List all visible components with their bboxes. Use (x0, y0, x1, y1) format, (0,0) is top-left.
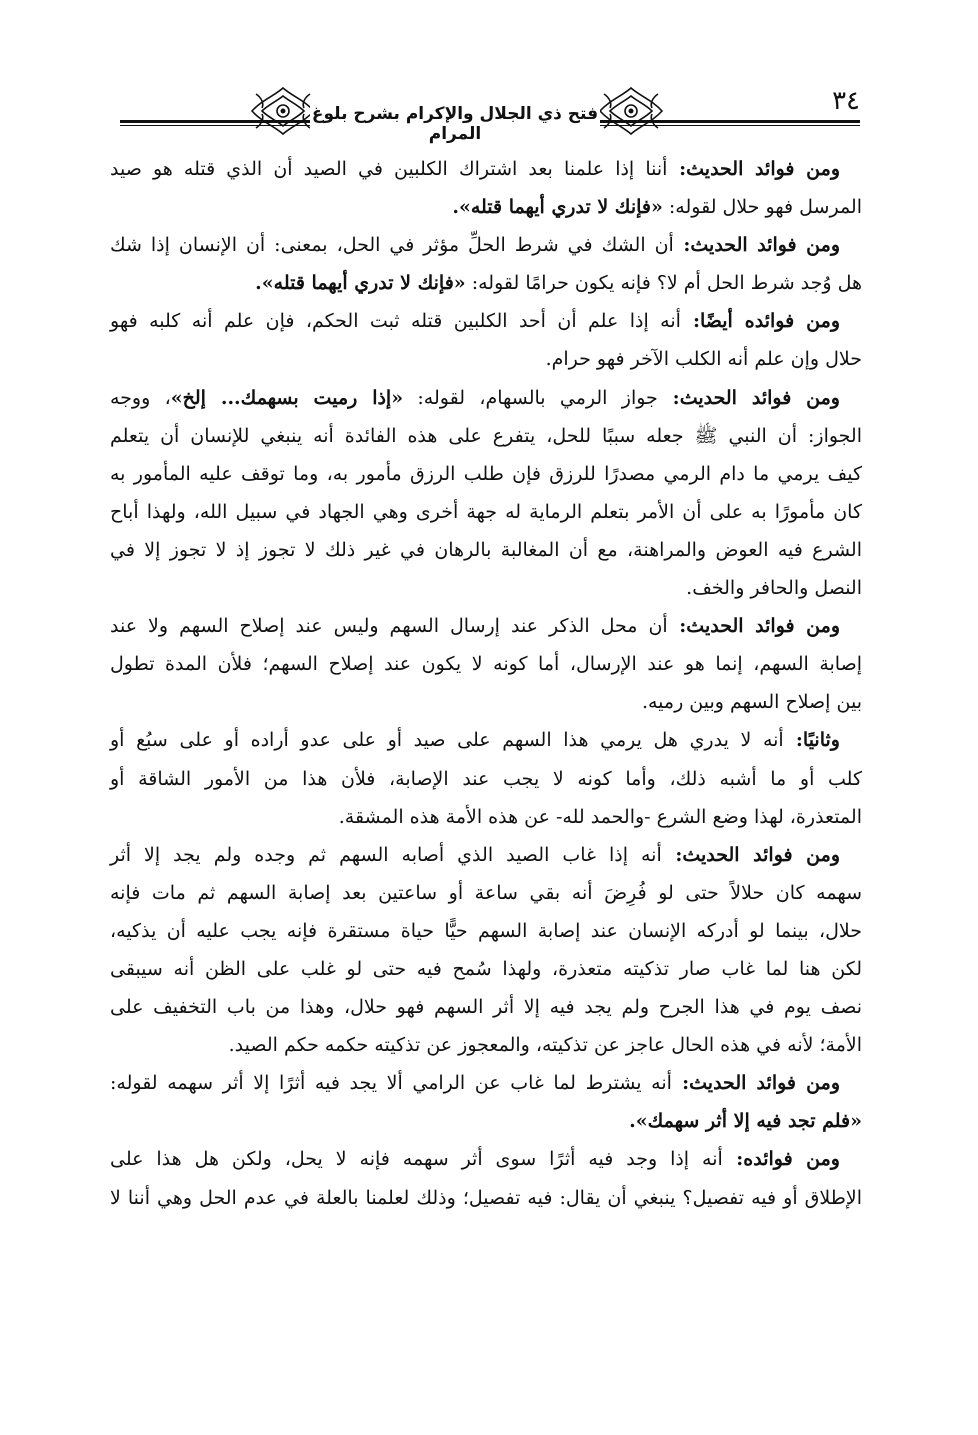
text-line (110, 379, 862, 417)
text-line (110, 569, 862, 607)
text-line (110, 226, 862, 264)
text-line (110, 1026, 862, 1064)
bold-text: ومن فوائد الحديث: (667, 615, 840, 638)
page-number: ٣٤ (832, 86, 860, 116)
book-title: فتح ذي الجلال والإكرام بشرح بلوغ المرام (311, 104, 599, 144)
bold-text: «فلم تجد فيه إلا أثر سهمك». (629, 1110, 862, 1133)
text-line (110, 1102, 862, 1140)
bold-text: ومن فوائد الحديث: (671, 1072, 840, 1095)
paragraph (110, 1064, 862, 1140)
text-run: أننا إذا علمنا بعد اشتراك الكلبين في الصيد أن الذي قتله هو صيد (110, 158, 668, 180)
bold-text: ومن فوائده: (722, 1148, 840, 1171)
text-run: أنه إذا غاب الصيد الذي أصابه السهم ثم وجده ولم يجد إلا أثر (110, 843, 662, 866)
text-line (110, 760, 862, 798)
paragraph (110, 226, 862, 302)
paragraph (110, 379, 862, 608)
text-line (110, 455, 862, 493)
text-run: جواز الرمي بالسهام، لقوله: (403, 386, 658, 409)
bold-text: «فإنك لا تدري أيهما قتله». (452, 196, 663, 219)
text-line (110, 721, 862, 759)
bold-text: ومن فوائد الحديث: (661, 843, 840, 866)
text-run: بين إصلاح السهم وبين رميه. (641, 691, 862, 714)
bold-text: وثانيًا: (783, 729, 840, 752)
floral-ornament-icon (248, 84, 318, 138)
text-run: الإطلاق أو فيه تفصيل؟ ينبغي أن يقال: فيه تفصيل؛ وذلك لعلمنا بالعلة في عدم الحل وهي أننا لا (110, 1186, 862, 1209)
text-run: حلال وإن علم أنه الكلب الآخر فهو حرام. (545, 348, 862, 371)
text-run: إصابة السهم، إنما هو عند الإرسال، أما كونه لا يكون عند إصلاح السهم؛ فلأن المدة تطول (110, 653, 862, 676)
text-run: الأمة؛ لأنه في هذه الحال عاجز عن تذكيته، والمعجوز عن تذكيته حكمه حكم الصيد. (228, 1034, 862, 1057)
text-run: نصف يوم في هذا الجرح ولم يجد فيه إلا أثر السهم فهو حلال، وهذا من باب التخفيف على (110, 996, 863, 1019)
text-run: أنه لا يدري هل يرمي هذا السهم على صيد أو على عدو أراده أو على سبُع أو (110, 729, 784, 752)
text-run: المتعذرة، لهذا وضع الشرع -والحمد لله- عن هذه الأمة هذه المشقة. (338, 805, 862, 828)
text-line (110, 836, 862, 874)
text-run: حلال، بينما لو أدركه الإنسان عند إصابة السهم حيًّا حياة مستقرة فإنه يجب عليه أن يذكيه، (110, 919, 862, 942)
text-run: أنه يشترط لما غاب عن الرامي ألا يجد فيه أثرًا إلا أثر سهمه لقوله: (110, 1072, 672, 1095)
text-run: أن الشك في شرط الحلِّ مؤثر في الحل، بمعنى: أن الإنسان إذا شك (110, 234, 674, 257)
text-run: كلب أو ما أشبه ذلك، وأما كونه لا يجب عند الإصابة، فلأن هذا من الأمور الشاقة أو (110, 767, 862, 790)
text-run: المرسل فهو حلال لقوله: (662, 196, 862, 219)
text-line (110, 1140, 862, 1178)
text-line (110, 417, 862, 455)
text-line (110, 683, 862, 721)
paragraph (110, 836, 862, 1065)
text-run: أنه إذا علم أن أحد الكلبين قتله ثبت الحكم، فإن علم أنه كلبه فهو (110, 310, 681, 333)
text-line (110, 1064, 862, 1102)
text-run: الشرع فيه العوض والمراهنة، مع أن المغالبة بالرهان في غير ذلك لا تجوز إذ لا تجوز إلا في (110, 538, 862, 561)
text-line (110, 1179, 862, 1217)
text-run: كان مأمورًا به على أن الأمر بتعلم الرماية له جهة أخرى وهي الجهاد في سبيل الله، ولهذا أباح (110, 500, 862, 523)
text-line (110, 302, 862, 340)
text-line (110, 264, 862, 302)
text-line (110, 340, 862, 378)
bold-text: «إذا رميت بسهمك... إلخ» (170, 386, 404, 409)
bold-text: ومن فوائد الحديث: (667, 158, 840, 180)
text-line (110, 531, 862, 569)
text-run: النصل والحافر والخف. (686, 577, 862, 600)
text-run: لكن هنا لما غاب صار تذكيته متعذرة، ولهذا سُمح فيه حتى لو غلب على الظن أنه سيبقى (110, 957, 862, 980)
paragraph (110, 1140, 862, 1216)
text-run: ، ووجه (110, 386, 171, 409)
floral-ornament-icon (596, 84, 666, 138)
text-line (110, 645, 862, 683)
text-run: كيف يرمي ما دام الرمي مصدرًا للرزق فإن طلب الرزق مأمور به، وما توقف عليه المأمور به (110, 462, 862, 485)
text-line (110, 874, 862, 912)
paragraph (110, 721, 862, 835)
text-line (110, 912, 862, 950)
text-run: الجواز: أن النبي ﷺ جعله سببًا للحل، يتفرع على هذه الفائدة أنه ينبغي للإنسان أن يتعلم (110, 424, 862, 447)
bold-text: «فإنك لا تدري أيهما قتله». (255, 272, 466, 295)
text-run: أن محل الذكر عند إرسال السهم وليس عند إصلاح السهم ولا عند (110, 615, 668, 638)
paragraph (110, 302, 862, 378)
text-line (110, 798, 862, 836)
bold-text: ومن فوائد الحديث: (673, 234, 840, 257)
text-run: أنه إذا وجد فيه أثرًا سوى أثر سهمه فإنه لا يحل، ولكن هل هذا على (110, 1148, 723, 1171)
body-text (110, 150, 862, 1217)
text-line (110, 150, 862, 188)
text-line (110, 493, 862, 531)
text-run: سهمه كان حلالاً حتى لو فُرِضَ أنه بقي ساعة أو ساعتين بعد إصابة السهم ثم مات فإنه (110, 881, 862, 904)
paragraph (110, 607, 862, 721)
bold-text: ومن فوائده أيضًا: (680, 310, 840, 333)
text-line (110, 607, 862, 645)
text-run: هل وُجد شرط الحل أم لا؟ فإنه يكون حرامًا لقوله: (465, 272, 862, 295)
bold-text: ومن فوائد الحديث: (657, 386, 840, 409)
text-line (110, 950, 862, 988)
text-line (110, 988, 862, 1026)
paragraph (110, 150, 862, 226)
text-line (110, 188, 862, 226)
